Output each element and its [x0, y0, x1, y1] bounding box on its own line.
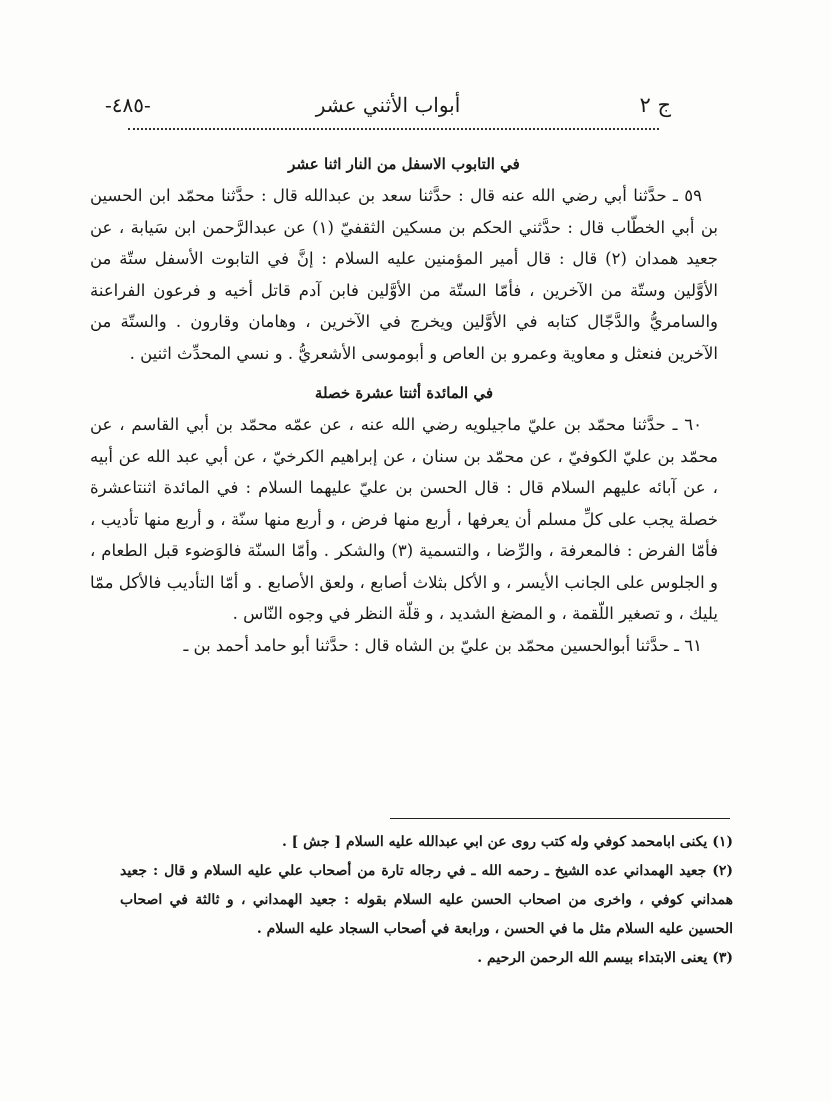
footnote: (٣) يعنى الابتداء بيسم الله الرحمن الرحيم . [477, 950, 733, 966]
hadith-paragraph: ٦١ ـ حدَّثنا أبوالحسين محمّد بن عليّ بن الشاه قال : حدَّثنا أبو حامد أحمد بن ـ [183, 635, 702, 655]
section-heading: في التابوب الاسفل من النار اثنا عشر [288, 155, 520, 173]
volume-label: ج ٢ [639, 93, 671, 117]
chapter-title: أبواب الأثني عشر [315, 93, 461, 117]
header-dotted-rule [128, 128, 659, 130]
footnote-rule [390, 818, 730, 819]
section-heading: في المائدة أثنتا عشرة خصلة [314, 384, 494, 402]
hadith-paragraph: ٥٩ ـ حدَّثنا أبي رضي الله عنه قال : حدَّثنا سعد بن عبدالله قال : حدَّثنا محمّد ابن الحسين بن أبي الخطّاب قال : حدَّثني الحكم بن مسكين الثقفيّ (١) عن عبدالرَّحمن ابن سَيابة ، عن جعيد همدان (٢) قال : قال أمير المؤمنين عليه السلام : إنَّ في التابوت الأسفل ستّة من الأوَّلين وستّة من الآخرين ، فأمّا الستّة من الأوَّلين فابن آدم قاتل أخيه و فرعون الفراعنة والسامريُّ والدَّجّال كتابه في الأوَّلين ويخرج في الآخرين ، وهامان وقارون . والستّة من الآخرين فنعثل و معاوية وعمرو بن العاص و أبوموسى الأشعريُّ . و نسي المحدِّث اثنين . [90, 186, 718, 363]
hadith-paragraph: ٦٠ ـ حدَّثنا محمّد بن عليّ ماجيلويه رضي الله عنه ، عن عمّه محمّد بن أبي القاسم ، عن محمّد بن عليّ الكوفيّ ، عن محمّد بن سنان ، عن إبراهيم الكرخيّ ، عن أبي عبد الله عن أبيه ، عن آبائه عليهم السلام قال : قال الحسن بن عليّ عليهما السلام : في المائدة اثنتاعشرة خصلة يجب على كلِّ مسلم أن يعرفها ، أربع منها فرض ، و أربع منها سنّة ، و أربع منها تأديب ، فأمّا الفرض : فالمعرفة ، والرِّضا ، والتسمية (٣) والشكر . وأمّا السنّة فالوَضوء قبل الطعام ، و الجلوس على الجانب الأيسر ، و الأكل بثلاث أصابع ، ولعق الأصابع . و أمّا التأديب فالأكل ممّا يليك ، و تصغير اللّقمة ، و المضغ الشديد ، و قلّة النظر في وجوه النّاس . [90, 415, 719, 623]
main-text [90, 140, 718, 661]
running-header [105, 93, 671, 129]
footnote: (٢) جعيد الهمداني عده الشيخ ـ رحمه الله ـ في رجاله تارة من أصحاب علي عليه السلام و قال : جعيد همداني كوفي ، واخرى من اصحاب الحسن عليه السلام بقوله : جعيد الهمداني ، و ثالثة في اصحاب الحسين عليه السلام مثل ما في الحسن ، ورابعة في أصحاب السجاد عليه السلام . [120, 863, 733, 937]
page-number: -٤٨٥- [105, 93, 151, 117]
footnotes [120, 828, 733, 973]
footnote: (١) يكنى ابامحمد كوفي وله كتب روى عن ابي عبدالله عليه السلام [ جش ] . [281, 834, 733, 850]
